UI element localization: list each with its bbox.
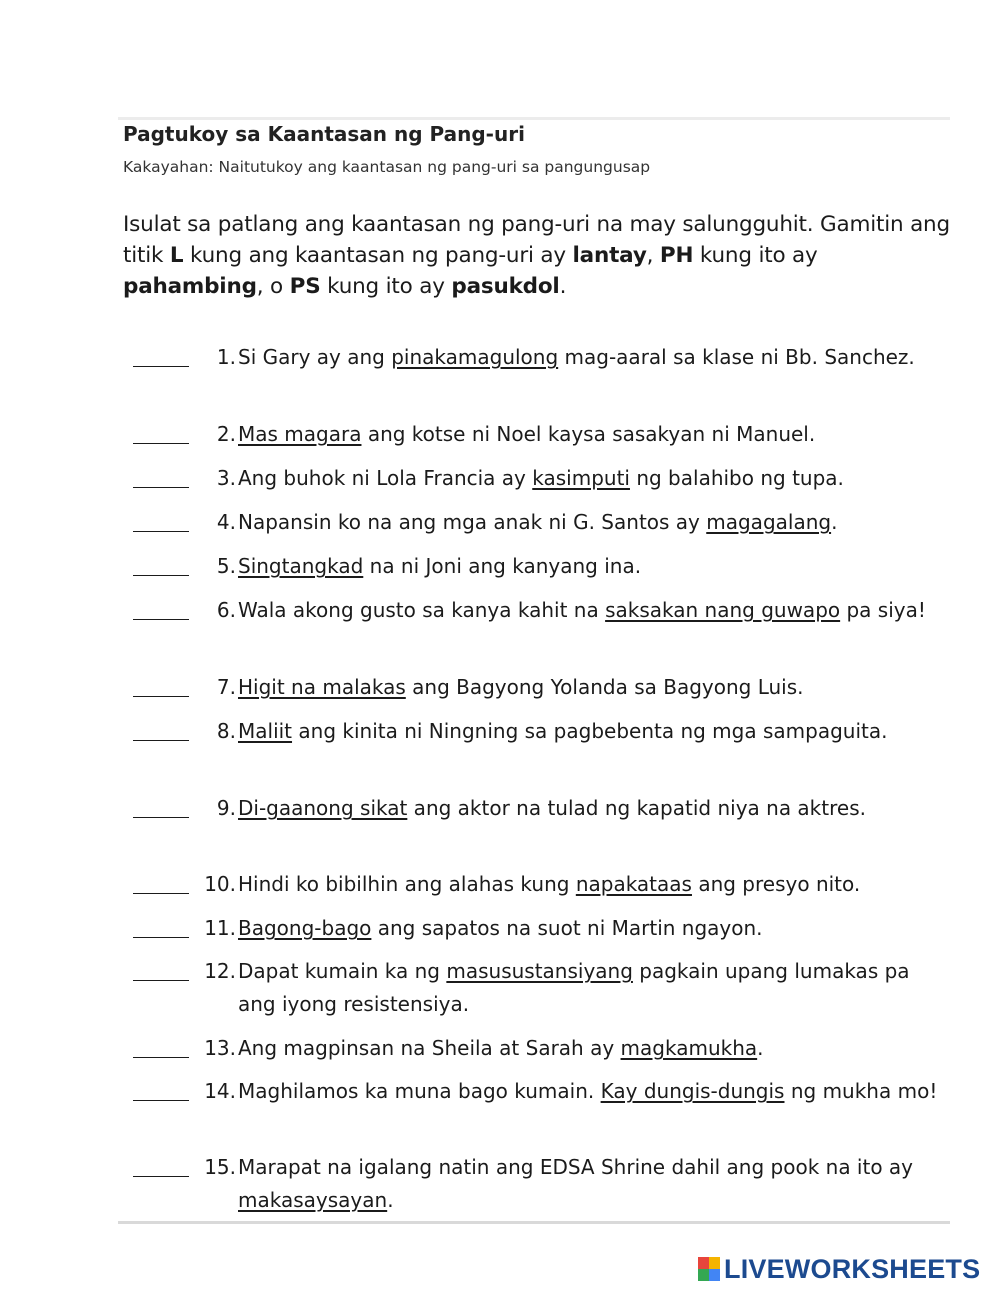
answer-blank-11[interactable]: [133, 912, 189, 945]
question-text: Di-gaanong sikat ang aktor na tulad ng kapatid niya na aktres.: [238, 796, 866, 820]
question-text: Bagong-bago ang sapatos na suot ni Martin ngayon.: [238, 916, 763, 940]
question-number: 14.: [204, 1079, 236, 1103]
answer-blank-7[interactable]: [133, 671, 189, 704]
question-number: 13.: [204, 1036, 236, 1060]
question-text: Singtangkad na ni Joni ang kanyang ina.: [238, 554, 642, 578]
question-number: 5.: [216, 554, 236, 578]
worksheet-title: Pagtukoy sa Kaantasan ng Pang-uri: [123, 122, 525, 146]
answer-blank-12[interactable]: [133, 955, 189, 988]
question-text: Maghilamos ka muna bago kumain. Kay dungis-dungis ng mukha mo!: [238, 1079, 938, 1103]
liveworksheets-logo-icon: [698, 1257, 720, 1281]
instructions: Isulat sa patlang ang kaantasan ng pang-uri na may salungguhit. Gamitin ang titik L kung ang kaantasan ng pang-uri ay lantay, PH kung ito ay pahambing, o PS kung ito ay pasukdol.: [123, 212, 950, 299]
question-number: 15.: [204, 1155, 236, 1179]
answer-blank-5[interactable]: [133, 550, 189, 583]
question-text: Si Gary ay ang pinakamagulong mag-aaral sa klase ni Bb. Sanchez.: [238, 345, 915, 369]
question-text: Marapat na igalang natin ang EDSA Shrine dahil ang pook na ito ay makasaysayan.: [238, 1155, 914, 1212]
question-text: Higit na malakas ang Bagyong Yolanda sa Bagyong Luis.: [238, 675, 804, 699]
question-text: Maliit ang kinita ni Ningning sa pagbebenta ng mga sampaguita.: [238, 719, 888, 743]
question-number: 1.: [216, 345, 236, 369]
answer-blank-9[interactable]: [133, 792, 189, 825]
question-number: 12.: [204, 959, 236, 983]
question-number: 2.: [216, 422, 236, 446]
question-number: 8.: [216, 719, 236, 743]
bottom-divider: [118, 1221, 950, 1224]
logo-text: LIVEWORKSHEETS: [724, 1253, 981, 1284]
question-number: 11.: [204, 916, 236, 940]
answer-blank-6[interactable]: [133, 594, 189, 627]
question-text: Ang buhok ni Lola Francia ay kasimputi ng balahibo ng tupa.: [238, 466, 844, 490]
worksheet-subtitle: Kakayahan: Naitutukoy ang kaantasan ng pang-uri sa pangungusap: [123, 158, 651, 176]
top-divider: [118, 117, 950, 120]
answer-blank-2[interactable]: [133, 418, 189, 451]
question-text: Wala akong gusto sa kanya kahit na saksakan nang guwapo pa siya!: [238, 598, 926, 622]
question-text: Napansin ko na ang mga anak ni G. Santos ay magagalang.: [238, 510, 838, 534]
question-text: Ang magpinsan na Sheila at Sarah ay magkamukha.: [238, 1036, 764, 1060]
answer-blank-4[interactable]: [133, 506, 189, 539]
question-number: 3.: [216, 466, 236, 490]
question-number: 9.: [216, 796, 236, 820]
answer-blank-1[interactable]: [133, 341, 189, 374]
question-number: 7.: [216, 675, 236, 699]
liveworksheets-logo: [698, 1254, 980, 1284]
question-number: 6.: [216, 598, 236, 622]
question-text: Hindi ko bibilhin ang alahas kung napakataas ang presyo nito.: [238, 872, 861, 896]
question-text: Mas magara ang kotse ni Noel kaysa sasakyan ni Manuel.: [238, 422, 816, 446]
question-text: Dapat kumain ka ng masusustansiyang pagkain upang lumakas pa ang iyong resistensiya.: [238, 959, 910, 1016]
answer-blank-3[interactable]: [133, 462, 189, 495]
answer-blank-8[interactable]: [133, 715, 189, 748]
answer-blank-14[interactable]: [133, 1075, 189, 1108]
answer-blank-15[interactable]: [133, 1151, 189, 1184]
answer-blank-10[interactable]: [133, 868, 189, 901]
answer-blank-13[interactable]: [133, 1032, 189, 1065]
question-number: 10.: [204, 872, 236, 896]
question-number: 4.: [216, 510, 236, 534]
